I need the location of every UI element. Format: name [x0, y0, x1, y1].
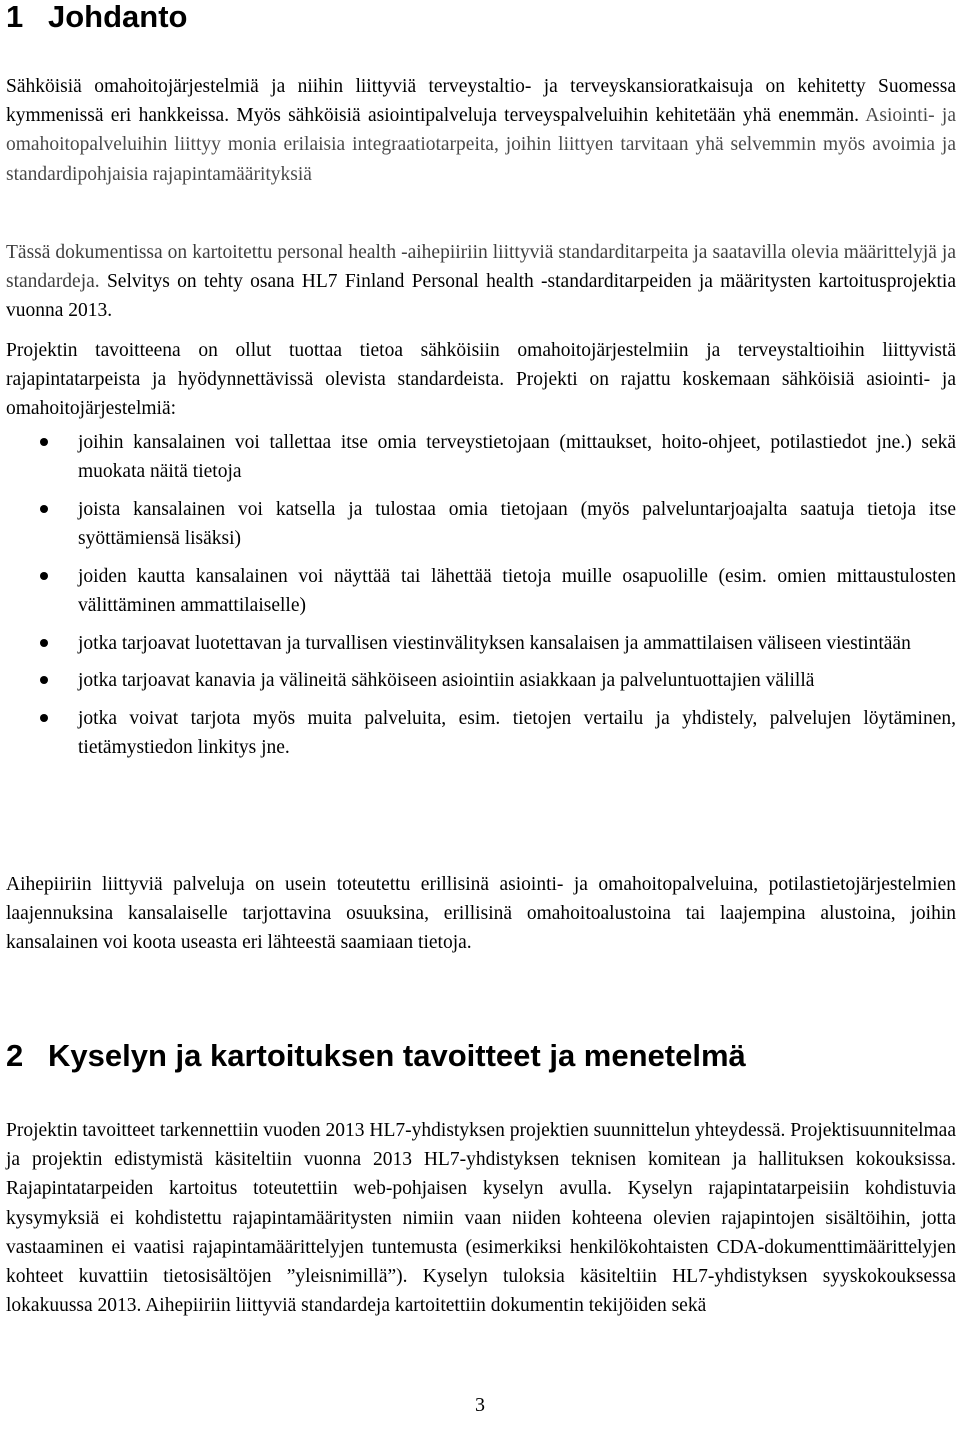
- section-2-paragraph-1: Projektin tavoitteet tarkennettiin vuoden 2013 HL7-yhdistyksen projektien suunnittelun yhteydessä. Projektisuunnitelmaa ja projektin edistymistä käsiteltiin vuonna 2013 HL7-yhdistyksen teknisen komitean ja hallituksen kokouksissa. Rajapintatarpeiden kartoitus toteutettiin web-pohjaisen kyselyn avulla. Kyselyn rajapintatarpeisiin kohdistuvia kysymyksiä ei kohdistettu rajapintamääritysten nimiin vaan niiden kohteena olevien rajapintojen sisältöihin, jotta vastaaminen ei vaatisi rajapintamäärittelyjen tuntemusta (esimerkiksi henkilökohtaisten CDA-dokumenttimäärittelyjen kohteet kuvattiin tietosisältöjen ”yleisnimillä”). Kyselyn tuloksia käsiteltiin HL7-yhdistyksen syyskokouksessa lokakuussa 2013. Aihepiiriin liittyviä standardeja kartoitettiin dokumentin tekijöiden sekä: [6, 1120, 956, 1317]
- bullet-item: [6, 629, 956, 658]
- section-1-paragraph-1: [6, 72, 956, 189]
- section-1-paragraph-4: Aihepiiriin liittyviä palveluja on usein toteutettu erillisinä asiointi- ja omahoitopalveluina, potilastietojärjestelmien laajennuksina kansalaiselle tarjottavina osuuksina, erillisinä omahoitoalustoina tai laajempina alustoina, joihin kansalainen voi koota useasta eri lähteestä saamiaan tietoja.: [6, 874, 956, 954]
- bullet-item: [6, 704, 956, 762]
- section-1-title: Johdanto: [48, 0, 188, 34]
- scope-bullet-list: [6, 428, 956, 771]
- section-1-paragraph-2-lead: Tässä dokumentissa on kartoitettu personal health -aihepiiriin liittyviä standarditarpeita ja saatavilla olevia määrittelyjä ja standardeja.: [6, 242, 956, 293]
- bullet-item: [6, 428, 956, 486]
- bullet-dot-icon: [40, 639, 48, 647]
- section-1-heading: [6, 0, 188, 34]
- bullet-item-text: joiden kautta kansalainen voi näyttää tai lähettää tietoja muille osapuolille (esim. omien mittaustulosten välittäminen ammattilaiselle): [78, 565, 956, 617]
- bullet-dot-icon: [40, 676, 48, 684]
- bullet-item-text: joista kansalainen voi katsella ja tulostaa omia tietojaan (myös palveluntarjoajalta saatuja tietoja itse syöttämiensä lisäksi): [78, 498, 956, 550]
- bullet-item: [6, 666, 956, 695]
- bullet-dot-icon: [40, 505, 48, 513]
- bullet-item-text: jotka voivat tarjota myös muita palveluita, esim. tietojen vertailu ja yhdistely, palvelujen löytäminen, tietämystiedon linkitys jne.: [78, 708, 956, 759]
- bullet-dot-icon: [40, 572, 48, 580]
- bullet-dot-icon: [40, 438, 48, 446]
- section-1-paragraph-1-lead: Sähköisiä omahoitojärjestelmiä ja niihin liittyviä terveystaltio- ja terveyskansioratkaisuja on kehitetty Suomessa kymmenissä eri hankkeissa. Myös sähköisiä asiointipalveluja terveyspalveluihin kehitetään yhä enemmän.: [6, 76, 956, 127]
- bullet-item-text: joihin kansalainen voi tallettaa itse omia terveystietojaan (mittaukset, hoito-ohjeet, potilastiedot jne.) sekä muokata näitä tietoja: [78, 432, 956, 483]
- bullet-dot-icon: [40, 714, 48, 722]
- section-2-heading: [6, 1039, 746, 1073]
- bullet-item: [6, 562, 956, 620]
- section-1-paragraph-3: Projektin tavoitteena on ollut tuottaa tietoa sähköisiin omahoitojärjestelmiin ja terveystaltioihin liittyvistä rajapintatarpeista ja hyödynnettävissä olevista standardeista. Projekti on rajattu koskemaan sähköisiä asiointi- ja omahoitojärjestelmiä:: [6, 340, 956, 420]
- section-2-title: Kyselyn ja kartoituksen tavoitteet ja menetelmä: [48, 1038, 746, 1073]
- bullet-item-text: jotka tarjoavat kanavia ja välineitä sähköiseen asiointiin asiakkaan ja palveluntuottajien välillä: [78, 670, 815, 692]
- page-number: 3: [475, 1394, 485, 1416]
- bullet-item-text: jotka tarjoavat luotettavan ja turvallisen viestinvälityksen kansalaisen ja ammattilaisen väliseen viestintään: [78, 632, 911, 654]
- section-1-paragraph-2: [6, 238, 956, 326]
- bullet-item: [6, 495, 956, 553]
- section-1-paragraph-2-rest: Selvitys on tehty osana HL7 Finland Personal health -standarditarpeiden ja määritysten kartoitusprojektia vuonna 2013.: [6, 271, 956, 322]
- section-1-number: 1: [6, 0, 24, 34]
- section-2-number: 2: [6, 1038, 24, 1073]
- section-1-paragraph-1-rest: Asiointi- ja omahoitopalveluihin liittyy monia erilaisia integraatiotarpeita, joihin liittyen tarvitaan yhä selvemmin myös avoimia ja standardipohjaisia rajapintamäärityksiä: [6, 105, 956, 185]
